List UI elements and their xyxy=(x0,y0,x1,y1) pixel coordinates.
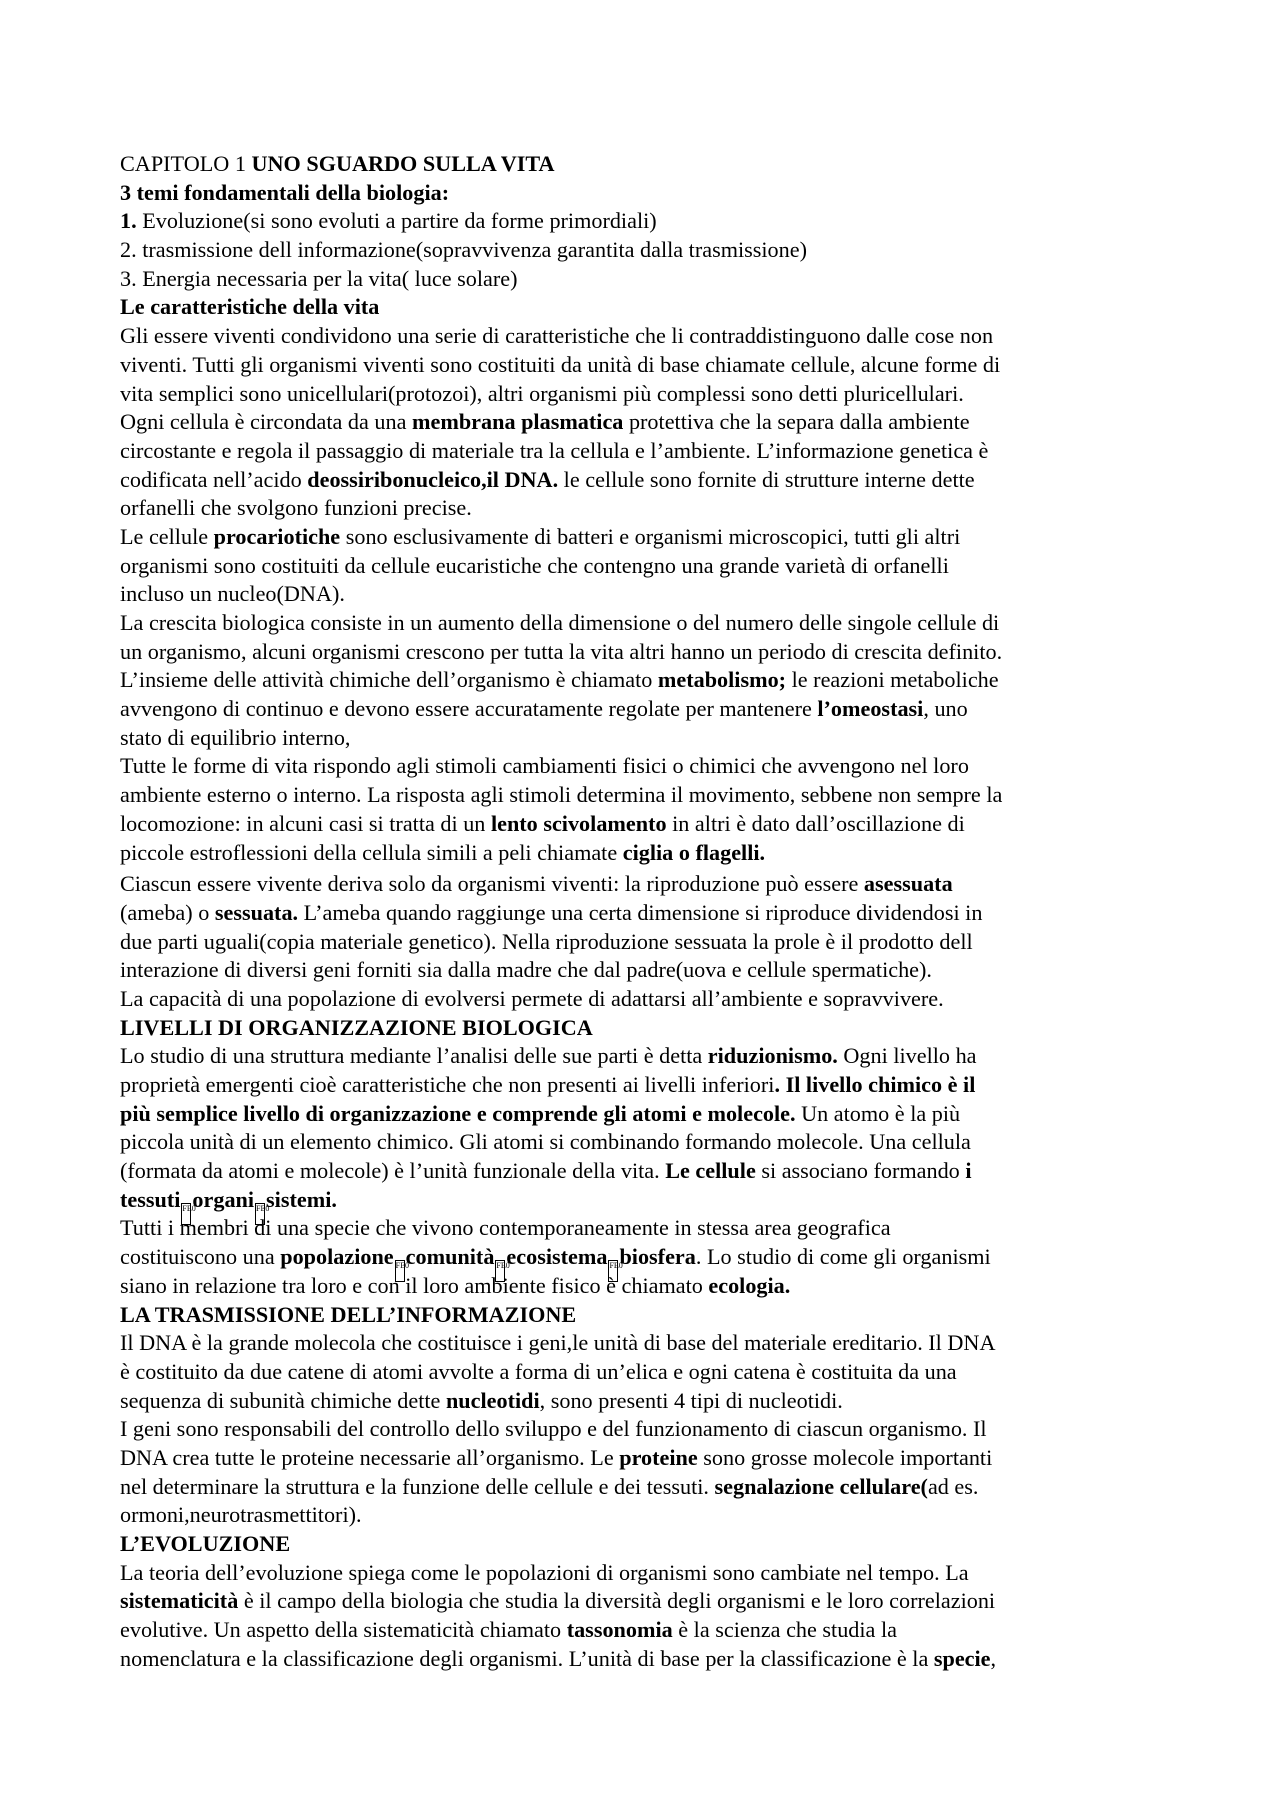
paragraph-line: tessuti FE0organi FE0sistemi. xyxy=(120,1186,1160,1215)
paragraph-line: L’insieme delle attività chimiche dell’organismo è chiamato metabolismo; le reazioni metaboliche xyxy=(120,667,999,693)
paragraph-line: ambiente esterno o interno. La risposta agli stimoli determina il movimento, sebbene non sempre la xyxy=(120,782,1003,808)
paragraph-line: I geni sono responsabili del controllo dello sviluppo e del funzionamento di ciascun organismo. Il xyxy=(120,1416,987,1442)
paragraph-line: interazione di diversi geni forniti sia dalla madre che dal padre(uova e cellule spermatiche). xyxy=(120,957,932,983)
paragraph-line: nomenclatura e la classificazione degli organismi. L’unità di base per la classificazione è la specie, xyxy=(120,1645,997,1671)
paragraph-line: piccola unità di un elemento chimico. Gli atomi si combinando formando molecole. Una cellula xyxy=(120,1129,971,1155)
paragraph-line: viventi. Tutti gli organismi viventi sono costituiti da unità di base chiamate cellule, alcune forme di xyxy=(120,351,1001,377)
paragraph-line: circostante e regola il passaggio di materiale tra la cellula e l’ambiente. L’informazione genetica è xyxy=(120,437,989,463)
theme-item-3: 3. Energia necessaria per la vita( luce solare) xyxy=(120,265,518,291)
paragraph-line: Lo studio di una struttura mediante l’analisi delle sue parti è detta riduzionismo. Ogni livello ha xyxy=(120,1043,977,1069)
paragraph-line: è costituito da due catene di atomi avvolte a forma di un’elica e ogni catena è costituita da una xyxy=(120,1358,957,1384)
paragraph-line: Tutte le forme di vita rispondo agli stimoli cambiamenti fisici o chimici che avvengono nel loro xyxy=(120,753,969,779)
paragraph-line: (ameba) o sessuata. L’ameba quando raggiunge una certa dimensione si riproduce dividendosi in xyxy=(120,899,983,925)
section-heading-trasmissione: LA TRASMISSIONE DELL’INFORMAZIONE xyxy=(120,1301,577,1327)
paragraph-line: vita semplici sono unicellulari(protozoi), altri organismi più complessi sono detti pluricellulari. xyxy=(120,380,964,406)
paragraph-line: più semplice livello di organizzazione e comprende gli atomi e molecole. Un atomo è la più xyxy=(120,1100,961,1126)
chapter-title: UNO SGUARDO SULLA VITA xyxy=(251,151,555,176)
paragraph-line: DNA crea tutte le proteine necessarie all’organismo. Le proteine sono grosse molecole importanti xyxy=(120,1444,993,1470)
paragraph-line: avvengono di continuo e devono essere accuratamente regolate per mantenere l’omeostasi, uno xyxy=(120,696,968,722)
missing-glyph-icon: FE0 xyxy=(608,1260,618,1282)
paragraph-line: orfanelli che svolgono funzioni precise. xyxy=(120,495,472,521)
missing-glyph-icon: FE0 xyxy=(181,1203,191,1225)
paragraph-line: La teoria dell’evoluzione spiega come le popolazioni di organismi sono cambiate nel tempo. La xyxy=(120,1559,969,1585)
paragraph-line: costituiscono una popolazione FE0comunità FE0ecosistema FE0biosfera. Lo studio di come gli organismi xyxy=(120,1243,1160,1272)
missing-glyph-icon: FE0 xyxy=(255,1203,265,1225)
paragraph-line: stato di equilibrio interno, xyxy=(120,724,351,750)
paragraph-line: organismi sono costituiti da cellule eucaristiche che contengno una grande varietà di orfanelli xyxy=(120,552,949,578)
chapter-heading xyxy=(120,150,1160,179)
paragraph-line: Tutti i membri di una specie che vivono contemporaneamente in stessa area geografica xyxy=(120,1215,891,1241)
paragraph-line: Le cellule procariotiche sono esclusivamente di batteri e organismi microscopici, tutti gli altri xyxy=(120,523,961,549)
paragraph-line: sistematicità è il campo della biologia che studia la diversità degli organismi e le loro correlazioni xyxy=(120,1588,996,1614)
paragraph-line: proprietà emergenti cioè caratteristiche che non presenti ai livelli inferiori. Il livello chimico è il xyxy=(120,1072,976,1097)
paragraph-line: codificata nell’acido deossiribonucleico,il DNA. le cellule sono fornite di strutture interne dette xyxy=(120,466,975,492)
paragraph-line: evolutive. Un aspetto della sistematicità chiamato tassonomia è la scienza che studia la xyxy=(120,1617,897,1643)
section-heading-livelli: LIVELLI DI ORGANIZZAZIONE BIOLOGICA xyxy=(120,1014,593,1040)
paragraph-line: Gli essere viventi condividono una serie di caratteristiche che li contraddistinguono dalle cose non xyxy=(120,323,994,349)
themes-heading: 3 temi fondamentali della biologia: xyxy=(120,179,450,205)
paragraph-line: (formata da atomi e molecole) è l’unità funzionale della vita. Le cellule si associano formando i xyxy=(120,1158,972,1184)
paragraph-line: Ciascun essere vivente deriva solo da organismi viventi: la riproduzione può essere asessuata xyxy=(120,871,953,897)
paragraph-line: due parti uguali(copia materiale genetico). Nella riproduzione sessuata la prole è il prodotto dell xyxy=(120,928,973,954)
paragraph-line: un organismo, alcuni organismi crescono per tutta la vita altri hanno un periodo di crescita definito. xyxy=(120,638,1003,664)
paragraph-line: nel determinare la struttura e la funzione delle cellule e dei tessuti. segnalazione cellulare(ad es. xyxy=(120,1473,979,1499)
document-body xyxy=(120,150,1160,1673)
theme-item-2: 2. trasmissione dell informazione(sopravvivenza garantita dalla trasmissione) xyxy=(120,237,807,263)
paragraph-line: Il DNA è la grande molecola che costituisce i geni,le unità di base del materiale ereditario. Il DNA xyxy=(120,1330,996,1356)
paragraph-line: locomozione: in alcuni casi si tratta di un lento scivolamento in altri è dato dall’oscillazione di xyxy=(120,810,965,836)
paragraph-line: sequenza di subunità chimiche dette nucleotidi, sono presenti 4 tipi di nucleotidi. xyxy=(120,1387,843,1413)
missing-glyph-icon: FE0 xyxy=(395,1260,405,1282)
section-heading-caratteristiche: Le caratteristiche della vita xyxy=(120,294,380,320)
paragraph-line: piccole estroflessioni della cellula simili a peli chiamate ciglia o flagelli. xyxy=(120,839,766,865)
paragraph-line: La crescita biologica consiste in un aumento della dimensione o del numero delle singole cellule di xyxy=(120,610,1000,635)
paragraph-line: La capacità di una popolazione di evolversi permete di adattarsi all’ambiente e sopravvivere. xyxy=(120,985,944,1011)
theme-item-1: 1. Evoluzione(si sono evoluti a partire da forme primordiali) xyxy=(120,208,657,234)
paragraph-line: ormoni,neurotrasmettitori). xyxy=(120,1502,362,1528)
paragraph-line: incluso un nucleo(DNA). xyxy=(120,581,345,607)
chapter-label: CAPITOLO 1 xyxy=(120,151,252,176)
section-heading-evoluzione: L’EVOLUZIONE xyxy=(120,1531,291,1556)
paragraph-line: siano in relazione tra loro e con il loro ambiente fisico è chiamato ecologia. xyxy=(120,1272,791,1298)
missing-glyph-icon: FE0 xyxy=(495,1260,505,1282)
paragraph-line: Ogni cellula è circondata da una membrana plasmatica protettiva che la separa dalla ambiente xyxy=(120,409,970,435)
